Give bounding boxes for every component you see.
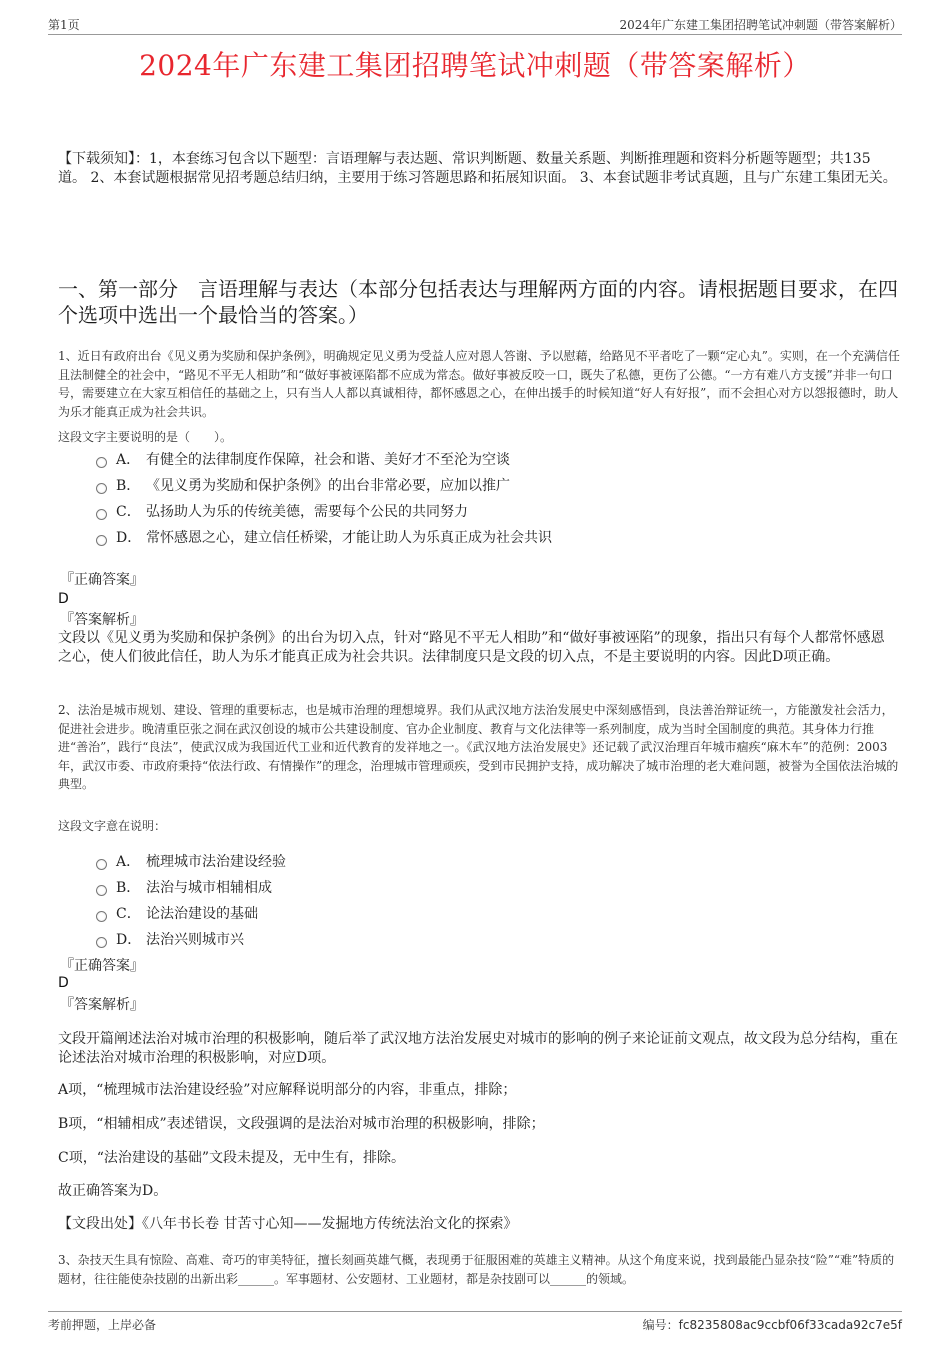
question-2-stem: 这段文字意在说明：	[58, 819, 167, 833]
answer-value: D	[58, 975, 69, 991]
answer-value: D	[58, 591, 69, 607]
radio-icon[interactable]	[96, 509, 107, 520]
question-3-text: 3、杂技天生具有惊险、高难、奇巧的审美特征，擅长刻画英雄气概，表现勇于征服困难的英雄主义精神。从这个角度来说，找到最能凸显杂技“险”“难”特质的题材，往往能使杂技剧的出新出彩______。军事题材、公安题材、工业题材，都是杂技剧可以______的领域。	[58, 1253, 895, 1286]
code-value: fc8235808ac9ccbf06f33cada92c7e5f	[678, 1318, 902, 1332]
document-code	[643, 1316, 902, 1333]
source-citation: 【文段出处】《八年书长卷 甘苦寸心知——发掘地方传统法治文化的探索》	[58, 1216, 518, 1232]
analysis-conclusion: 故正确答案为D。	[58, 1183, 168, 1199]
option-b[interactable]: B． 《见义勇为奖励和保护条例》的出台非常必要，应加以推广	[96, 473, 552, 499]
analysis-label: 『答案解析』	[60, 612, 144, 628]
answer-label: 『正确答案』	[60, 572, 144, 588]
analysis-note-a: A项，“梳理城市法治建设经验”对应解释说明部分的内容，非重点，排除；	[58, 1082, 517, 1098]
question-2-text: 2、法治是城市规划、建设、管理的重要标志，也是城市治理的理想境界。我们从武汉地方法治发展史中深刻感悟到，良法善治辩证统一，方能激发社会活力，促进社会进步。晚清重臣张之洞在武汉创设的城市公共建设制度、官办企业制度、教育与文化法律等一系列制度，成为当时全国制度的典范。其身体力行推进“善治”，践行“良法”，使武汉成为我国近代工业和近代教育的发祥地之一。《武汉地方法治发展史》还记载了武汉治理百年城市痼疾“麻木车”的范例：2003年，武汉市委、市政府秉持“依法行政、有情操作”的理念，治理城市管理顽疾，受到市民拥护支持，成功解决了城市治理的老大难问题，被誉为全国依法治城的典型。	[58, 703, 899, 791]
radio-icon[interactable]	[96, 885, 107, 896]
radio-icon[interactable]	[96, 937, 107, 948]
radio-icon[interactable]	[96, 859, 107, 870]
question-2-options	[96, 849, 286, 953]
document-title: 2024年广东建工集团招聘笔试冲刺题（带答案解析）	[139, 49, 811, 82]
analysis-text: 文段开篇阐述法治对城市治理的积极影响，随后举了武汉地方法治发展史对城市的影响的例子来论证前文观点，故文段为总分结构，重在论述法治对城市治理的积极影响，对应D项。	[58, 1031, 898, 1066]
option-c[interactable]: C． 弘扬助人为乐的传统美德，需要每个公民的共同努力	[96, 499, 552, 525]
option-d[interactable]: D． 法治兴则城市兴	[96, 927, 286, 953]
analysis-note-b: B项，“相辅相成”表述错误，文段强调的是法治对城市治理的积极影响，排除；	[58, 1116, 545, 1132]
answer-label: 『正确答案』	[60, 958, 144, 974]
section-heading: 一、第一部分 言语理解与表达（本部分包括表达与理解两方面的内容。请根据题目要求，在四个选项中选出一个最恰当的答案。）	[58, 277, 898, 327]
page-footer	[48, 1311, 902, 1334]
analysis-label: 『答案解析』	[60, 997, 144, 1013]
page-header	[48, 14, 902, 35]
analysis-text: 文段以《见义勇为奖励和保护条例》的出台为切入点，针对“路见不平无人相助”和“做好事被诬陷”的现象，指出只有每个人都常怀感恩之心，使人们彼此信任，助人为乐才能真正成为社会共识。法律制度只是文段的切入点，不是主要说明的内容。因此D项正确。	[58, 630, 885, 665]
option-b[interactable]: B． 法治与城市相辅相成	[96, 875, 286, 901]
page-number: 第1页	[48, 18, 80, 32]
footer-slogan: 考前押题，上岸必备	[48, 1318, 157, 1332]
analysis-note-c: C项，“法治建设的基础”文段未提及，无中生有，排除。	[58, 1150, 406, 1166]
question-1-options	[96, 447, 552, 551]
radio-icon[interactable]	[96, 535, 107, 546]
radio-icon[interactable]	[96, 457, 107, 468]
option-c[interactable]: C． 论法治建设的基础	[96, 901, 286, 927]
option-d[interactable]: D． 常怀感恩之心，建立信任桥梁，才能让助人为乐真正成为社会共识	[96, 525, 552, 551]
option-a[interactable]: A． 有健全的法律制度作保障，社会和谐、美好才不至沦为空谈	[96, 447, 552, 473]
option-a[interactable]: A． 梳理城市法治建设经验	[96, 849, 286, 875]
radio-icon[interactable]	[96, 483, 107, 494]
question-1-text: 1、近日有政府出台《见义勇为奖励和保护条例》，明确规定见义勇为受益人应对恩人答谢、予以慰藉，给路见不平者吃了一颗“定心丸”。实则，在一个充满信任且法制健全的社会中，“路见不平无人相助”和“做好事被诬陷都不应成为常态。做好事被反咬一口，既失了私德，更伤了公德。“一方有难八方支援”并非一句口号，需要建立在大家互相信任的基础之上，只有当人人都以真诚相待，都怀感恩之心，在伸出援手的时候知道“好人有好报”，而不会担心对方以怨报德时，助人为乐才能真正成为社会共识。	[58, 349, 900, 419]
header-doc-title: 2024年广东建工集团招聘笔试冲刺题（带答案解析）	[619, 18, 902, 32]
code-label: 编号：	[642, 1318, 679, 1332]
download-notice: 【下载须知】：1，本套练习包含以下题型：言语理解与表达题、常识判断题、数量关系题、判断推理题和资料分析题等题型；共135道。 2、本套试题根据常见招考题总结归纳，主要用于练习答题思路和拓展知识面。 3、本套试题非考试真题，且与广东建工集团无关。	[58, 151, 897, 186]
radio-icon[interactable]	[96, 911, 107, 922]
question-1-stem: 这段文字主要说明的是（ ）。	[58, 430, 233, 444]
